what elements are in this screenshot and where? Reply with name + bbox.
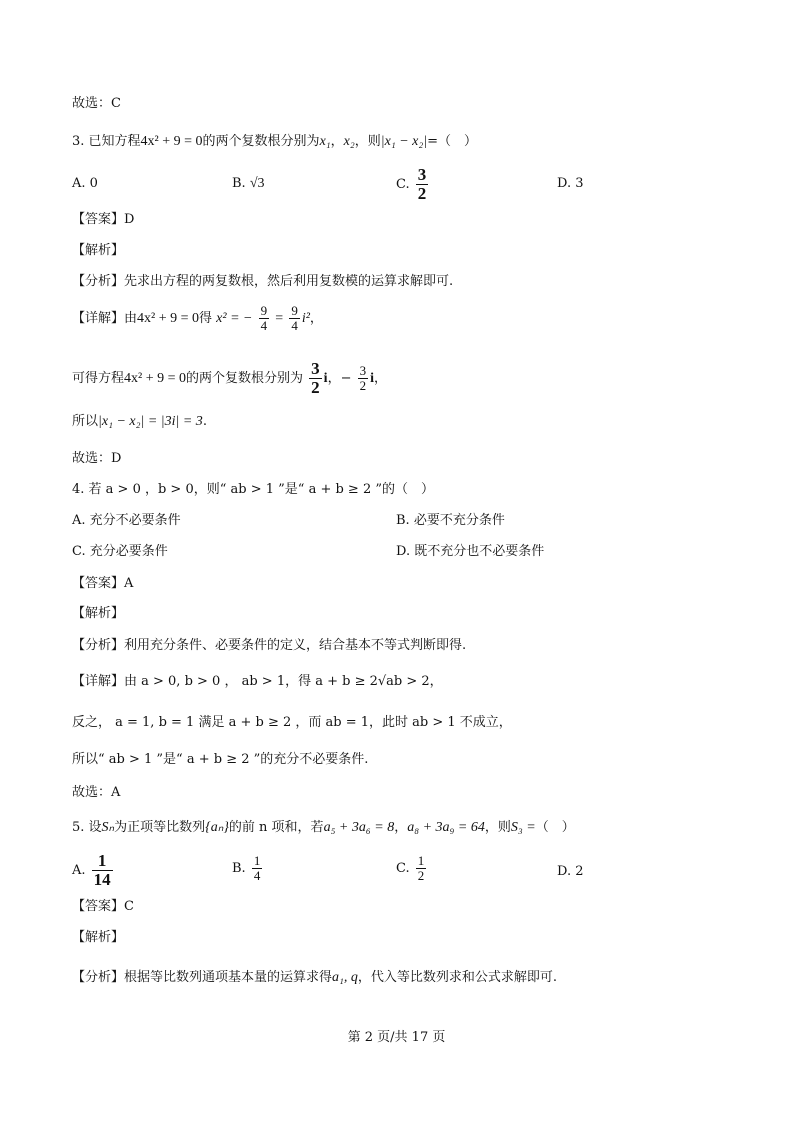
prev-choose-line: 故选：C [72,96,121,111]
q3-xiangjie: 【详解】由4x² + 9 = 0得 x² = − $\frac{9}{4}$ = $\frac{9}{4}$ i²， [72,303,323,333]
q4-choose: 故选：A [72,785,121,800]
q4-stem: 4. 若 a > 0 ，b > 0，则“ ab > 1 ”是“ a + b ≥ 2 ”的（ ） [72,482,435,497]
q3-option-a: A. 0 [72,176,98,191]
q5-option-a-fraction: $\frac{1}{14}$ [93,851,111,889]
q4-analysis-heading: 【解析】 [72,606,125,621]
q3-so: 所以|x₁ − x₂| = |3i| = 3. [72,414,207,429]
q3-answer: 【答案】D [72,212,135,227]
q3-option-d: D. 3 [557,176,584,191]
q5-option-a: A. $\frac{1}{14}$ [72,851,111,889]
q4-option-a: A. 充分不必要条件 [72,513,181,528]
q3-analysis-heading: 【解析】 [72,243,125,258]
q3-stem: 3. 已知方程4x² + 9 = 0的两个复数根分别为x₁，x₂，则|x₁ − x₂|=（ ） [72,134,477,149]
q3-roots: 可得方程4x² + 9 = 0的两个复数根分别为 $\frac{3}{2}$ i，− $\frac{3}{2}$ i， [72,359,388,397]
q4-option-d: D. 既不充分也不必要条件 [396,544,545,559]
q5-option-c-fraction: $\frac{1}{2}$ [417,853,425,883]
q4-fenxi: 【分析】利用充分条件、必要条件的定义，结合基本不等式判断即得. [72,638,467,653]
q3-option-c-fraction: $\frac{3}{2}$ [417,165,427,203]
q3-root2-fraction: $\frac{3}{2}$ [359,363,367,393]
q3-option-c: C. $\frac{3}{2}$ [396,165,427,203]
q5-option-d: D. 2 [557,864,584,879]
q5-analysis-heading: 【解析】 [72,930,125,945]
q5-option-c: C. $\frac{1}{2}$ [396,853,425,883]
page-footer: 第 2 页/共 17 页 [347,1030,446,1045]
q4-answer: 【答案】A [72,576,134,591]
q3-option-b: B. √3 [232,176,265,191]
q4-option-c: C. 充分必要条件 [72,544,168,559]
q5-option-b: B. $\frac{1}{4}$ [232,853,261,883]
q5-stem: 5. 设Sₙ为正项等比数列{aₙ}的前 n 项和，若a₅ + 3a₆ = 8，a₈ + 3a₉ = 64，则S₃ =（ ） [72,820,575,835]
q4-xiangjie: 【详解】由 a > 0, b > 0 ， ab > 1，得 a + b ≥ 2√ab > 2， [72,674,443,689]
q3-root1-fraction: $\frac{3}{2}$ [311,359,320,397]
q4-converse: 反之， a = 1, b = 1 满足 a + b ≥ 2 ，而 ab = 1，此时 ab > 1 不成立， [72,715,512,730]
q5-option-b-fraction: $\frac{1}{4}$ [253,853,261,883]
q3-fenxi: 【分析】先求出方程的两复数根，然后利用复数模的运算求解即可. [72,274,454,289]
q4-so: 所以“ ab > 1 ”是“ a + b ≥ 2 ”的充分不必要条件. [72,752,369,767]
q3-choose: 故选：D [72,451,122,466]
q3-fraction-nine-fourths: $\frac{9}{4}$ [291,303,298,333]
q5-fenxi: 【分析】根据等比数列通项基本量的运算求得a₁, q，代入等比数列求和公式求解即可. [72,970,558,985]
q3-fraction-neg-nine-fourths: $\frac{9}{4}$ [260,303,268,333]
q5-answer: 【答案】C [72,899,134,914]
q4-option-b: B. 必要不充分条件 [396,513,505,528]
